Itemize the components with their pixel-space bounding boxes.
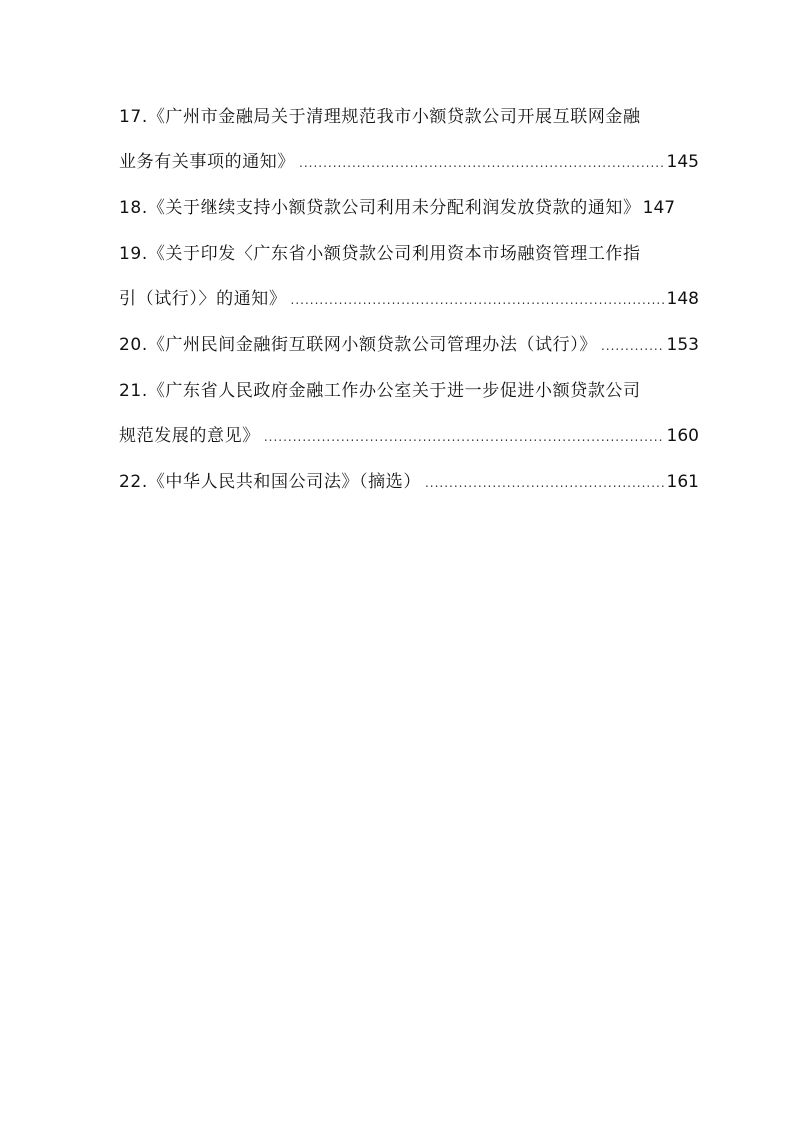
toc-entry-19[interactable]	[119, 241, 699, 312]
toc-entry-title: 20.《广州民间金融街互联网小额贷款公司管理办法（试行）》	[119, 335, 597, 355]
toc-entry-title: 22.《中华人民共和国公司法》（摘选）	[119, 472, 421, 492]
toc-entry-title: 19.《关于印发〈广东省小额贷款公司利用资本市场融资管理工作指	[119, 244, 641, 264]
toc-entry-line	[119, 469, 699, 495]
toc-entry-18[interactable]	[119, 195, 699, 221]
toc-page-number: 148	[666, 289, 699, 309]
toc-entry-21[interactable]	[119, 378, 699, 449]
toc-entry-title-continued: 业务有关事项的通知》	[119, 152, 295, 172]
dot-leader	[299, 150, 664, 176]
toc-page-number: 145	[666, 152, 699, 172]
toc-page-number: 153	[666, 335, 699, 355]
toc-entry-title: 17.《广州市金融局关于清理规范我市小额贷款公司开展互联网金融	[119, 107, 641, 127]
toc-page-number: 161	[666, 472, 699, 492]
toc-entry-line	[119, 195, 699, 221]
toc-entry-title: 21.《广东省人民政府金融工作办公室关于进一步促进小额贷款公司	[119, 381, 641, 401]
toc-entry-22[interactable]	[119, 469, 699, 495]
toc-entry-line	[119, 149, 699, 175]
toc-page-number: 147	[642, 198, 676, 218]
toc-entry-17[interactable]	[119, 104, 699, 175]
toc-entry-line	[119, 104, 699, 130]
dot-leader	[425, 470, 664, 496]
toc-entry-title: 18.《关于继续支持小额贷款公司利用未分配利润发放贷款的通知》	[119, 198, 641, 218]
toc-entry-line	[119, 286, 699, 312]
toc-entry-title-continued: 引（试行）〉的通知》	[119, 289, 287, 309]
table-of-contents	[119, 104, 699, 495]
dot-leader	[264, 424, 664, 450]
toc-entry-line	[119, 332, 699, 358]
toc-page-number: 160	[666, 426, 699, 446]
toc-entry-line	[119, 423, 699, 449]
dot-leader	[601, 333, 664, 359]
toc-entry-20[interactable]	[119, 332, 699, 358]
toc-entry-line	[119, 241, 699, 267]
toc-entry-title-continued: 规范发展的意见》	[119, 426, 260, 446]
dot-leader	[291, 287, 664, 313]
toc-entry-line	[119, 378, 699, 404]
